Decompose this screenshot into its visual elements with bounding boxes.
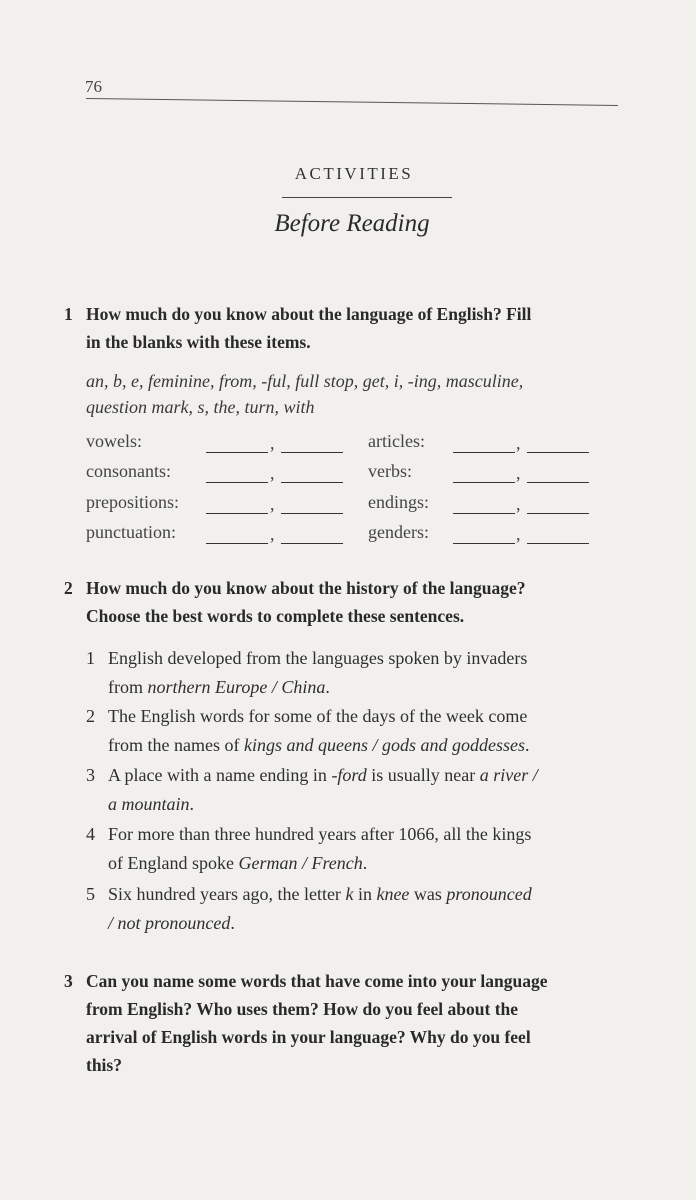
item-text: from [108,677,148,697]
question-text-line: Choose the best words to complete these sentences. [86,606,465,626]
item-number: 2 [86,706,95,726]
blank-label: prepositions: [86,492,179,512]
blank-label: verbs: [368,461,412,481]
answer-choice[interactable]: a mountain [108,794,190,814]
fill-blank[interactable] [281,513,343,514]
word-list [86,368,626,420]
fill-blank[interactable] [206,543,268,544]
question-text-line: Can you name some words that have come into your language [86,971,548,991]
item-text: of England spoke [108,853,239,873]
item-text: The English words for some of the days of the week come [108,706,528,726]
answer-choice[interactable]: German / French [238,853,363,873]
fill-blank[interactable] [527,543,589,544]
item-text: from the names of [108,735,244,755]
question-number: 2 [64,578,73,598]
blank-row: consonants: , verbs: , [86,461,626,491]
fill-blank[interactable] [453,482,515,483]
fill-blank[interactable] [206,513,268,514]
item-text: A place with a name ending in [108,765,332,785]
answer-choice[interactable]: kings and queens / gods and goddesses [243,735,525,755]
question-text-line: in the blanks with these items. [86,332,311,352]
item-number: 1 [86,648,95,668]
question-number: 3 [64,971,73,991]
item-number: 5 [86,884,95,904]
blank-label: genders: [368,522,429,542]
item-number: 3 [86,765,95,785]
fill-blank[interactable] [527,452,589,453]
item-number: 4 [86,824,95,844]
answer-choice[interactable]: / not pronounced [108,913,231,933]
blank-label: endings: [368,492,429,512]
header-rule [86,98,618,106]
question-text-line: from English? Who uses them? How do you feel about the [86,999,519,1019]
heading-underline [282,197,452,198]
item-text: Six hundred years ago, the letter [108,884,346,904]
question-text-line: this? [86,1055,122,1075]
item-text: -ford [331,765,367,785]
blank-label: punctuation: [86,522,176,542]
book-page: 76 ACTIVITIES Before Reading 1 How much do you know about the language of English? Fill in the blanks with these items. an, b, e, feminine, from, -ful, full stop, get, i, -ing, masculine, question mark, s, the, turn, with vowels: , articles: , consonants: , verbs: , prepositions: , endings: , punctuation: , genders: , 2 How much do you know about the history of the language? Choose the best words to complete these sentences. 1 English developed from the languages spoken by invaders from northern Europe / China. 2 The English words for some of the days of the week come from the names of kings and queens / gods and goddesses. 3 A place with a name ending in -ford is usually near a river / a mountain. 4 For more than three hundred years after 1066, all the kings of England spoke German / French. 5 Six hundred years ago, the letter k in knee was pronounced / not pronounced. 3 Can you name some words that have come into your language from English? Who uses them? How do you feel about the arrival of English words in your language? Why do you feel this? [0,0,696,1200]
fill-blank[interactable] [527,513,589,514]
blank-label: consonants: [86,461,171,481]
word-list-line: question mark, s, the, turn, with [86,397,315,417]
question-text-line: arrival of English words in your language? Why do you feel [86,1027,531,1047]
item-text: knee [376,884,410,904]
fill-blank[interactable] [281,543,343,544]
fill-blank[interactable] [281,452,343,453]
answer-choice[interactable]: pronounced [446,884,532,904]
item-text: English developed from the languages spoken by invaders [108,648,528,668]
word-list-line: an, b, e, feminine, from, -ful, full stop, get, i, -ing, masculine, [86,371,524,391]
fill-blank[interactable] [206,452,268,453]
blank-row: vowels: , articles: , [86,431,626,461]
fill-blank[interactable] [206,482,268,483]
question-text-line: How much do you know about the history of the language? [86,578,526,598]
fill-blank[interactable] [281,482,343,483]
blank-row: punctuation: , genders: , [86,522,626,552]
blank-label: articles: [368,431,425,451]
item-text: k [345,884,354,904]
section-heading: ACTIVITIES [294,164,414,183]
blank-label: vowels: [86,431,142,451]
fill-blank[interactable] [453,513,515,514]
blank-row: prepositions: , endings: , [86,492,626,522]
answer-choice[interactable]: northern Europe / China [147,677,326,697]
item-text: For more than three hundred years after 1066, all the kings [108,824,532,844]
question-number: 1 [64,304,73,324]
page-number: 76 [85,77,102,96]
question-text-line: How much do you know about the language of English? Fill [86,304,532,324]
fill-blank[interactable] [453,543,515,544]
fill-blank[interactable] [453,452,515,453]
fill-blank[interactable] [527,482,589,483]
section-subheading: Before Reading [274,210,430,237]
answer-choice[interactable]: a river / [479,765,538,785]
